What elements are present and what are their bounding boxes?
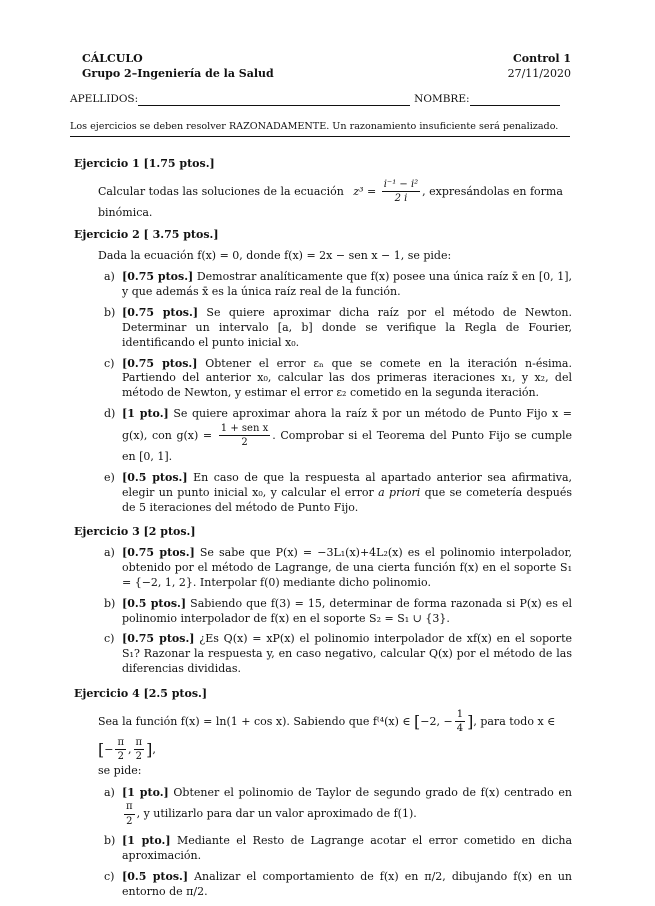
item-text: Demostrar analíticamente que f(x) posee una única raíz x̄ en [0, 1], y que además x̄ es la única raíz real de la función. (122, 270, 572, 299)
exercise-1-statement (98, 178, 572, 221)
ex1-frac-den: 2 i (394, 193, 408, 205)
bracket-close: ] (146, 739, 153, 759)
ex4-text-b: , para todo x ∈ (473, 714, 556, 728)
exercise-2-items (104, 270, 572, 515)
exercise-3-items (104, 546, 572, 677)
item-points: [1 pto.] (122, 407, 169, 421)
list-item (104, 834, 572, 864)
ex1-text-a: Calcular todas las soluciones de la ecuación (98, 184, 344, 198)
ex4-int2-num2: π (134, 736, 145, 751)
student-fields (70, 92, 570, 106)
list-item (104, 546, 572, 591)
item-points: [0.75 ptos.] (122, 356, 198, 370)
exam-header (82, 52, 571, 82)
item-text: Mediante el Resto de Lagrange acotar el error cometido en dicha aproximación. (122, 834, 573, 863)
item-italic: a priori (378, 485, 421, 499)
ex1-eq-lhs: z³ = (353, 184, 377, 198)
item-label: a) (104, 785, 115, 799)
ex4-int1-num: 1 (455, 708, 465, 723)
item-text: Se quiere aproximar dicha raíz por el método de Newton. Determinar un intervalo [a, b] donde se verifique la Regla de Fourier, identificando el punto inicial x₀. (122, 306, 572, 349)
exercise-1-title: Ejercicio 1 [1.75 ptos.] (74, 157, 215, 170)
course-title: CÁLCULO (82, 52, 143, 65)
pi-half-fraction (124, 800, 135, 828)
item-points: [1 pto.] (122, 834, 171, 848)
item-label: e) (104, 470, 115, 484)
gx-fraction (219, 422, 270, 450)
item-label: b) (104, 596, 116, 610)
surnames-field[interactable] (138, 94, 410, 106)
ex4-int2-den: 2 (117, 751, 124, 763)
pi-den: 2 (126, 815, 133, 827)
list-item (104, 270, 572, 300)
list-item (104, 357, 572, 402)
item-points: [0.75 ptos.] (122, 306, 199, 320)
exercise-4-title: Ejercicio 4 [2.5 ptos.] (74, 686, 208, 700)
item-points: [0.5 ptos.] (122, 596, 187, 610)
bracket-open: [ (98, 739, 105, 759)
list-item (104, 632, 572, 677)
item-points: [0.75 ptos.] (122, 546, 195, 560)
item-points: [0.5 ptos.] (122, 870, 189, 884)
exercise-2-title: Ejercicio 2 [ 3.75 ptos.] (74, 227, 219, 241)
item-text: ¿Es Q(x) = xP(x) el polinomio interpolador de xf(x) en el soporte S₁? Razonar la respuesta y, en caso negativo, calcular Q(x) por el método de las diferencias divididas. (122, 632, 572, 676)
ex1-text-b: , expresándolas en forma binómica. (98, 184, 563, 219)
item-label: a) (104, 546, 115, 560)
ex4-text-a: Sea la función f(x) = ln(1 + cos x). Sabiendo que f⁽⁴(x) ∈ (98, 714, 411, 728)
list-item (104, 471, 572, 516)
gx-frac-num: 1 + sen x (219, 422, 270, 437)
ex4-int1-frac (455, 708, 465, 736)
item-points: [0.5 ptos.] (122, 470, 188, 484)
ex4-text-c: , (152, 742, 156, 756)
item-label: a) (104, 270, 115, 284)
list-item (104, 870, 572, 900)
item-label: c) (104, 356, 115, 370)
ex1-fraction (382, 178, 420, 206)
group-title: Grupo 2–Ingeniería de la Salud (82, 66, 274, 80)
item-label: b) (104, 834, 116, 848)
name-label: NOMBRE: (414, 93, 470, 105)
bracket-close: ] (467, 711, 474, 731)
item-label: b) (104, 306, 116, 320)
pi-num: π (124, 800, 135, 815)
ex4-int1-den: 4 (456, 723, 464, 735)
ex4-int1-a: −2, − (420, 714, 453, 728)
list-item (104, 306, 572, 351)
ex1-frac-num: i⁻¹ − i² (382, 178, 420, 193)
name-field[interactable] (470, 94, 560, 106)
exam-date: 27/11/2020 (507, 66, 571, 80)
ex4-int2-num: π (115, 736, 126, 751)
surnames-label: APELLIDOS: (70, 93, 139, 105)
item-text: Obtener el polinomio de Taylor de segundo grado de f(x) centrado en (173, 785, 573, 799)
list-item (104, 597, 572, 627)
item-text: Analizar el comportamiento de f(x) en π/2, dibujando f(x) en un entorno de π/2. (122, 870, 572, 898)
ex4-int2-a: − (104, 742, 114, 756)
ex4-int2-den2: 2 (135, 751, 143, 763)
item-label: c) (104, 632, 115, 646)
exam-title: Control 1 (513, 52, 571, 65)
ex4-int2-frac (115, 736, 126, 764)
list-item (104, 407, 572, 465)
item-text: Obtener el error εₙ que se comete en la iteración n-ésima. Partiendo del anterior x₀, calcular las dos primeras iteraciones x₁, y x₂, del método de Newton, y estimar el error ε₂ cometido en la segunda iteración. (122, 356, 572, 400)
exercise-4-items (104, 786, 572, 900)
ex4-int2-comma: , (128, 742, 132, 756)
item-label: c) (104, 870, 115, 884)
item-text-tail: . Comprobar si el Teorema del Punto Fijo se cumple en [0, 1]. (122, 428, 573, 463)
ex4-int2-frac2 (134, 736, 145, 764)
exercise-2-statement: Dada la ecuación f(x) = 0, donde f(x) = 2x − sen x − 1, se pide: (98, 248, 452, 262)
item-text: Se quiere aproximar ahora la raíz x̄ por un método de Punto Fijo x = g(x), con g(x) = (122, 407, 572, 442)
item-text-tail: , y utilizarlo para dar un valor aproximado de f(1). (136, 807, 417, 821)
bracket-open: [ (414, 711, 421, 731)
item-text: En caso de que la respuesta al apartado anterior sea afirmativa, elegir un punto inicial x₀, y calcular el error (122, 470, 572, 499)
ex4-text-d: se pide: (98, 763, 142, 777)
item-text: Se sabe que P(x) = −3L₁(x)+4L₂(x) es el polinomio interpolador, obtenido por el método de Lagrange, de una cierta función f(x) en el soporte S₁ = {−2, 1, 2}. Interpolar f(0) mediante dicho polinomio. (122, 546, 572, 589)
item-text-tail: que se cometería después de 5 iteraciones del método de Punto Fijo. (122, 485, 572, 514)
header-divider (70, 136, 570, 137)
item-points: [0.75 ptos.] (122, 632, 195, 646)
exercises (74, 150, 572, 906)
item-label: d) (104, 407, 116, 421)
item-text: Sabiendo que f(3) = 15, determinar de forma razonada si P(x) es el polinomio interpolador de f(x) en el soporte S₂ = S₁ ∪ {3}. (122, 596, 573, 625)
item-points: [0.75 ptos.] (122, 270, 194, 284)
instructions-notice: Los ejercicios se deben resolver RAZONADAMENTE. Un razonamiento insuficiente será penalizado. (70, 121, 559, 132)
exercise-3-title: Ejercicio 3 [2 ptos.] (74, 525, 196, 539)
list-item (104, 786, 572, 829)
gx-frac-den: 2 (241, 437, 248, 449)
exercise-4-statement (98, 708, 572, 779)
item-points: [1 pto.] (122, 785, 169, 799)
